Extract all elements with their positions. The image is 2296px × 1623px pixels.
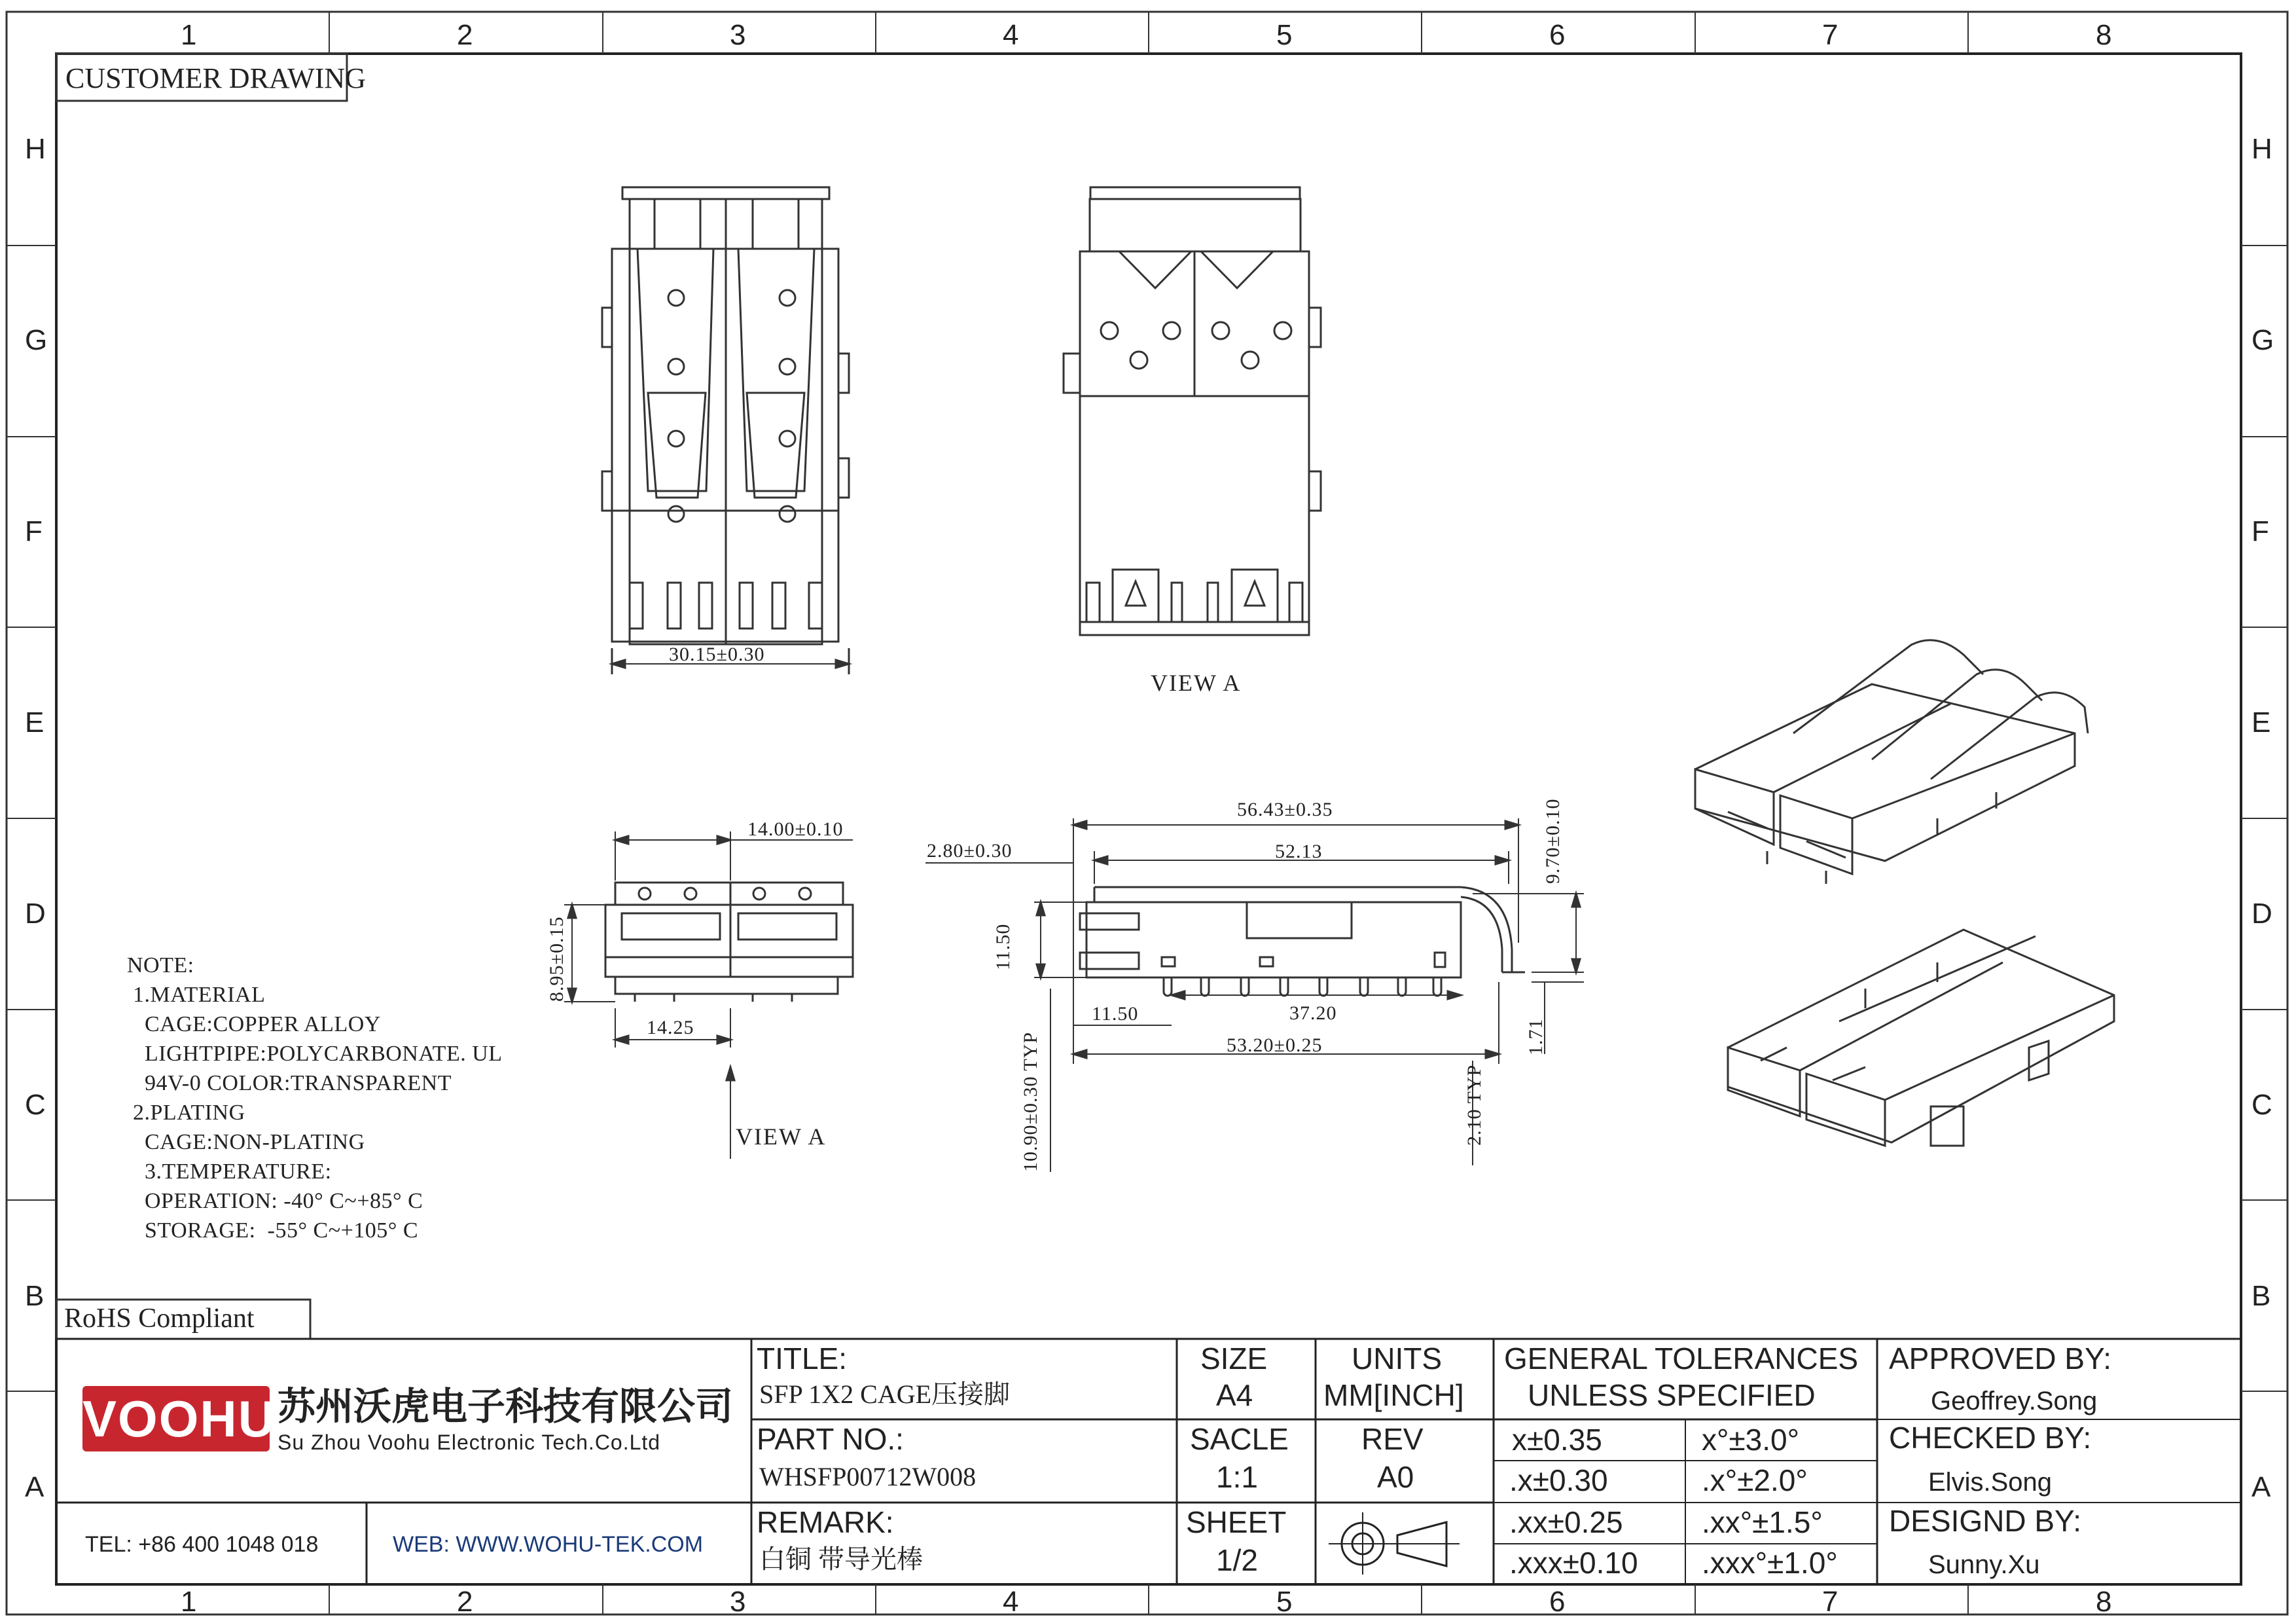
front-view-drawing [564, 831, 853, 1159]
tol-angle-2: .xx°±1.5° [1702, 1505, 1823, 1539]
col-label-5-bottom: 5 [1276, 1586, 1293, 1618]
checked-label: CHECKED BY: [1889, 1421, 2092, 1455]
note-line-5: 2.PLATING [127, 1101, 245, 1125]
dim-pin-span: 37.20 [1289, 1002, 1337, 1024]
top-view-drawing [602, 187, 849, 674]
note-line-3: LIGHTPIPE:POLYCARBONATE. UL [127, 1042, 503, 1066]
row-label-g-right: G [2251, 324, 2274, 356]
isometric-view-bottom [1728, 930, 2114, 1146]
part-label: PART NO.: [757, 1422, 904, 1456]
size-value: A4 [1216, 1378, 1253, 1412]
tol-angle-1: .x°±2.0° [1702, 1463, 1808, 1497]
scale-label: SACLE [1190, 1422, 1289, 1456]
part-value: WHSFP00712W008 [759, 1462, 977, 1491]
col-label-4: 4 [1003, 19, 1019, 51]
col-label-3: 3 [730, 19, 746, 51]
dim-typ-height: 10.90±0.30 TYP [1020, 1031, 1041, 1172]
general-tolerances-line2: UNLESS SPECIFIED [1528, 1378, 1816, 1412]
note-line-9: STORAGE: -55° C~+105° C [127, 1218, 419, 1243]
customer-drawing-label: CUSTOMER DRAWING [65, 62, 366, 94]
tol-linear-1: .x±0.30 [1509, 1463, 1608, 1497]
note-line-1: 1.MATERIAL [127, 983, 266, 1007]
row-label-d-right: D [2251, 898, 2272, 930]
remark-value: 白铜 带导光棒 [759, 1544, 923, 1574]
row-label-d: D [25, 898, 46, 930]
checked-value: Elvis.Song [1928, 1468, 2052, 1497]
dim-front-width: 14.00±0.10 [747, 818, 844, 840]
col-label-1: 1 [181, 19, 197, 51]
row-label-g: G [25, 324, 48, 356]
col-label-4-bottom: 4 [1003, 1586, 1019, 1618]
col-label-6-bottom: 6 [1549, 1586, 1566, 1618]
rohs-label: RoHS Compliant [64, 1304, 255, 1334]
col-label-1-bottom: 1 [181, 1586, 197, 1618]
dim-pin-offset: 11.50 [1092, 1003, 1139, 1025]
dim-front-height: 8.95±0.15 [546, 916, 567, 1002]
row-label-h: H [25, 133, 46, 165]
note-line-6: CAGE:NON-PLATING [127, 1130, 365, 1154]
sheet-label: SHEET [1186, 1505, 1287, 1539]
row-label-e: E [25, 706, 45, 739]
dim-lightpipe-height: 9.70±0.10 [1542, 798, 1564, 884]
tol-angle-0: x°±3.0° [1702, 1423, 1799, 1457]
col-label-8: 8 [2096, 19, 2112, 51]
view-a-drawing [1064, 187, 1321, 635]
units-value: MM[INCH] [1323, 1378, 1464, 1412]
dim-front-pitch: 14.25 [647, 1017, 694, 1038]
dim-top-width: 30.15±0.30 [669, 644, 765, 665]
col-label-8-bottom: 8 [2096, 1586, 2112, 1618]
company-logo [82, 1386, 277, 1451]
sheet-value: 1/2 [1216, 1543, 1258, 1577]
rev-label: REV [1361, 1422, 1424, 1456]
view-a-label-front: VIEW A [736, 1123, 827, 1150]
row-label-a-right: A [2251, 1471, 2271, 1503]
approved-value: Geoffrey.Song [1931, 1387, 2098, 1415]
row-label-f-right: F [2251, 515, 2269, 547]
view-a-label-top: VIEW A [1151, 670, 1242, 696]
company-web[interactable]: WEB: WWW.WOHU-TEK.COM [393, 1532, 704, 1557]
note-line-2: CAGE:COPPER ALLOY [127, 1012, 381, 1036]
row-label-c: C [25, 1089, 46, 1121]
row-label-a: A [25, 1471, 45, 1503]
company-name-en: Su Zhou Voohu Electronic Tech.Co.Ltd [278, 1431, 661, 1454]
col-label-3-bottom: 3 [730, 1586, 746, 1618]
approved-label: APPROVED BY: [1889, 1341, 2112, 1376]
row-label-b-right: B [2251, 1280, 2271, 1312]
company-tel: TEL: +86 400 1048 018 [85, 1532, 319, 1557]
title-value: SFP 1X2 CAGE压接脚 [759, 1379, 1011, 1409]
note-line-8: OPERATION: -40° C~+85° C [127, 1189, 423, 1213]
row-label-h-right: H [2251, 133, 2272, 165]
title-label: TITLE: [757, 1341, 848, 1376]
row-label-c-right: C [2251, 1089, 2272, 1121]
rev-value: A0 [1377, 1460, 1414, 1494]
col-label-7: 7 [1822, 19, 1839, 51]
col-label-6: 6 [1549, 19, 1566, 51]
remark-label: REMARK: [757, 1505, 894, 1539]
design-value: Sunny.Xu [1928, 1550, 2040, 1579]
dim-front-offset: 2.80±0.30 [927, 840, 1013, 862]
dim-inner-length: 52.13 [1275, 841, 1323, 862]
dim-pin-length: 2.10 TYP [1463, 1064, 1485, 1146]
size-label: SIZE [1200, 1341, 1268, 1376]
row-label-b: B [25, 1280, 45, 1312]
dim-overall-length: 56.43±0.35 [1237, 799, 1333, 820]
note-line-0: NOTE: [127, 953, 194, 977]
company-name-cn: 苏州沃虎电子科技有限公司 [278, 1385, 734, 1428]
dim-lower-offset: 1.71 [1525, 1018, 1547, 1055]
dim-height-1150: 11.50 [992, 923, 1014, 970]
projection-symbol-icon [1329, 1512, 1460, 1575]
col-label-5: 5 [1276, 19, 1293, 51]
row-label-e-right: E [2251, 706, 2271, 739]
tol-angle-3: .xxx°±1.0° [1702, 1546, 1838, 1580]
design-label: DESIGND BY: [1889, 1504, 2081, 1538]
logo-text: VOOHU [82, 1390, 277, 1448]
note-line-4: 94V-0 COLOR:TRANSPARENT [127, 1071, 452, 1095]
units-label: UNITS [1352, 1341, 1442, 1376]
row-label-f: F [25, 515, 43, 547]
scale-value: 1:1 [1216, 1460, 1258, 1494]
isometric-view-top [1695, 640, 2088, 884]
tol-linear-0: x±0.35 [1512, 1423, 1602, 1457]
col-label-7-bottom: 7 [1822, 1586, 1839, 1618]
col-label-2-bottom: 2 [457, 1586, 473, 1618]
tol-linear-2: .xx±0.25 [1509, 1505, 1623, 1539]
dim-base-length: 53.20±0.25 [1227, 1034, 1323, 1056]
tol-linear-3: .xxx±0.10 [1509, 1546, 1638, 1580]
general-tolerances-line1: GENERAL TOLERANCES [1504, 1341, 1859, 1376]
title-block-grid [56, 1339, 2241, 1584]
note-line-7: 3.TEMPERATURE: [127, 1159, 332, 1184]
col-label-2: 2 [457, 19, 473, 51]
